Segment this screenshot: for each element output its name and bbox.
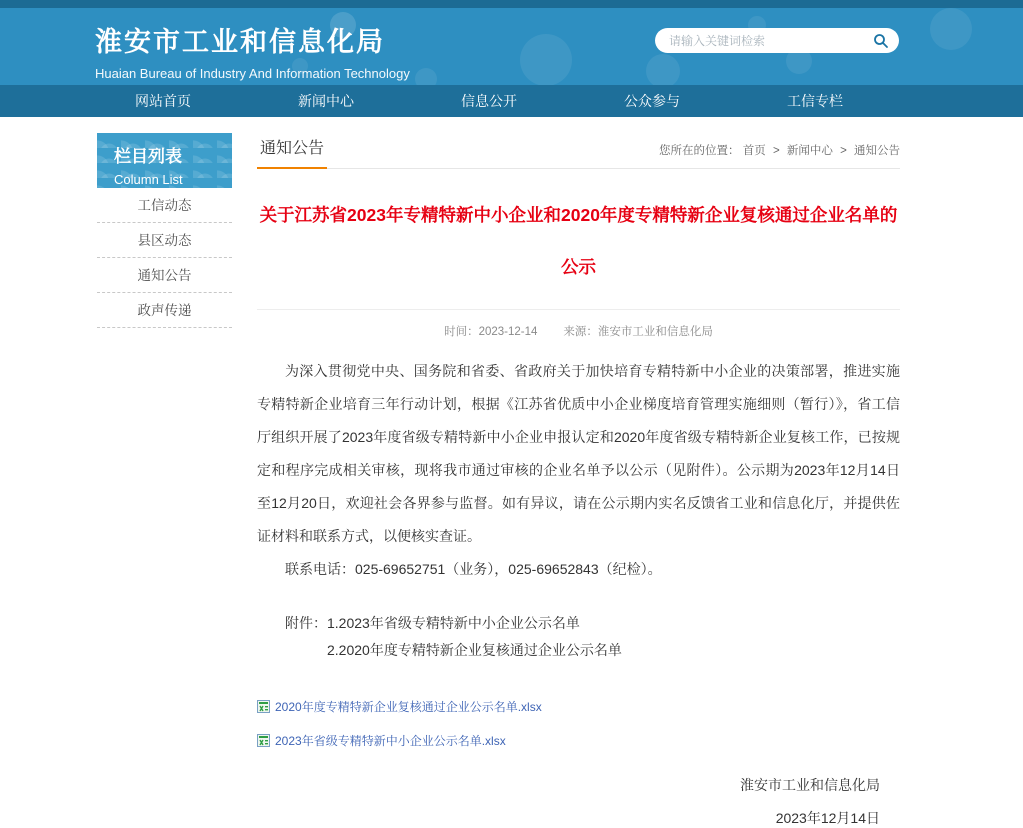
bubble-decoration [415,68,437,85]
top-strip [0,0,1023,8]
breadcrumb [659,142,900,168]
meta-source-label: 来源： [563,326,598,338]
sidebar-header [97,133,232,188]
signature-org: 淮安市工业和信息化局 [740,777,880,793]
meta-source: 淮安市工业和信息化局 [597,326,713,338]
breadcrumb-current[interactable]: 通知公告 [854,145,900,157]
bubble-decoration [520,34,572,85]
search-icon [873,33,889,49]
content-header [257,133,900,169]
sidebar-item-tongzhi-gonggao[interactable]: 通知公告 [97,258,232,293]
nav-item-home[interactable]: 网站首页 [135,93,191,109]
site-title: 淮安市工业和信息化局 [95,27,385,57]
main-content [257,133,900,828]
site-header [0,8,1023,85]
article-body [257,355,900,586]
attachment-file-name: 2023年省级专精特新中小企业公示名单.xlsx [275,734,506,748]
meta-time-label: 时间： [444,326,479,338]
page-body [97,133,1023,828]
search-box [655,28,899,53]
excel-file-icon [257,734,270,747]
sidebar-subtitle: Column List [114,172,183,187]
attachment-file-link-2023[interactable] [257,732,900,749]
breadcrumb-home[interactable]: 首页 [742,145,766,157]
meta-time: 2023-12-14 [478,326,538,338]
attachment-files [257,698,900,749]
excel-file-icon [257,700,270,713]
sidebar-item-gongxin-dongtai[interactable]: 工信动态 [97,188,232,223]
search-input[interactable] [667,33,871,49]
attachment-line-2: 2.2020年度专精特新企业复核通过企业公示名单 [327,642,622,658]
sidebar-title: 栏目列表 [114,147,182,166]
attachment-file-name: 2020年度专精特新企业复核通过企业公示名单.xlsx [275,700,542,714]
breadcrumb-separator: > [840,145,847,157]
nav-item-info[interactable]: 信息公开 [461,93,517,109]
sidebar-item-xianqu-dongtai[interactable]: 县区动态 [97,223,232,258]
article-contact-line: 联系电话：025-69652751（业务），025-69652843（纪检）。 [285,561,662,577]
bubble-decoration [930,8,972,50]
nav-item-industry[interactable]: 工信专栏 [787,93,843,109]
nav-item-public[interactable]: 公众参与 [624,93,680,109]
main-nav [0,85,1023,117]
tab-tongzhi-gonggao[interactable]: 通知公告 [257,135,327,169]
breadcrumb-news[interactable]: 新闻中心 [786,145,833,157]
attachment-file-link-2020[interactable] [257,698,900,715]
site-brand [95,20,410,81]
breadcrumb-prefix: 您所在的位置： [659,145,740,157]
nav-item-news[interactable]: 新闻中心 [298,93,354,109]
article-title: 关于江苏省2023年专精特新中小企业和2020年度专精特新企业复核通过企业名单的公示 [259,205,898,277]
sidebar-item-zhengsheng-chuandi[interactable]: 政声传递 [97,293,232,328]
sidebar [97,133,232,828]
bubble-decoration [646,54,680,85]
attachment-line-1: 附件：1.2023年省级专精特新中小企业公示名单 [285,615,580,631]
article-meta [257,309,900,339]
signature-date: 2023年12月14日 [775,810,880,826]
search-button[interactable] [871,31,891,51]
breadcrumb-separator: > [772,145,780,157]
site-subtitle: Huaian Bureau of Industry And Information Technology [95,66,410,81]
article-signature [257,775,900,828]
article-paragraph: 为深入贯彻党中央、国务院和省委、省政府关于加快培育专精特新中小企业的决策部署，推进实施专精特新企业培育三年行动计划，根据《江苏省优质中小企业梯度培育管理实施细则（暂行）》，省工信厅组织开展了2023年度省级专精特新中小企业申报认定和2020年度省级专精特新企业复核工作，已按规定和程序完成相关审核，现将我市通过审核的企业名单予以公示（见附件）。公示期为2023年12月14日至12月20日，欢迎社会各界参与监督。如有异议，请在公示期内实名反馈省工业和信息化厅，并提供佐证材料和联系方式，以便核实查证。 [257,363,900,544]
attachment-list-text [257,610,900,664]
